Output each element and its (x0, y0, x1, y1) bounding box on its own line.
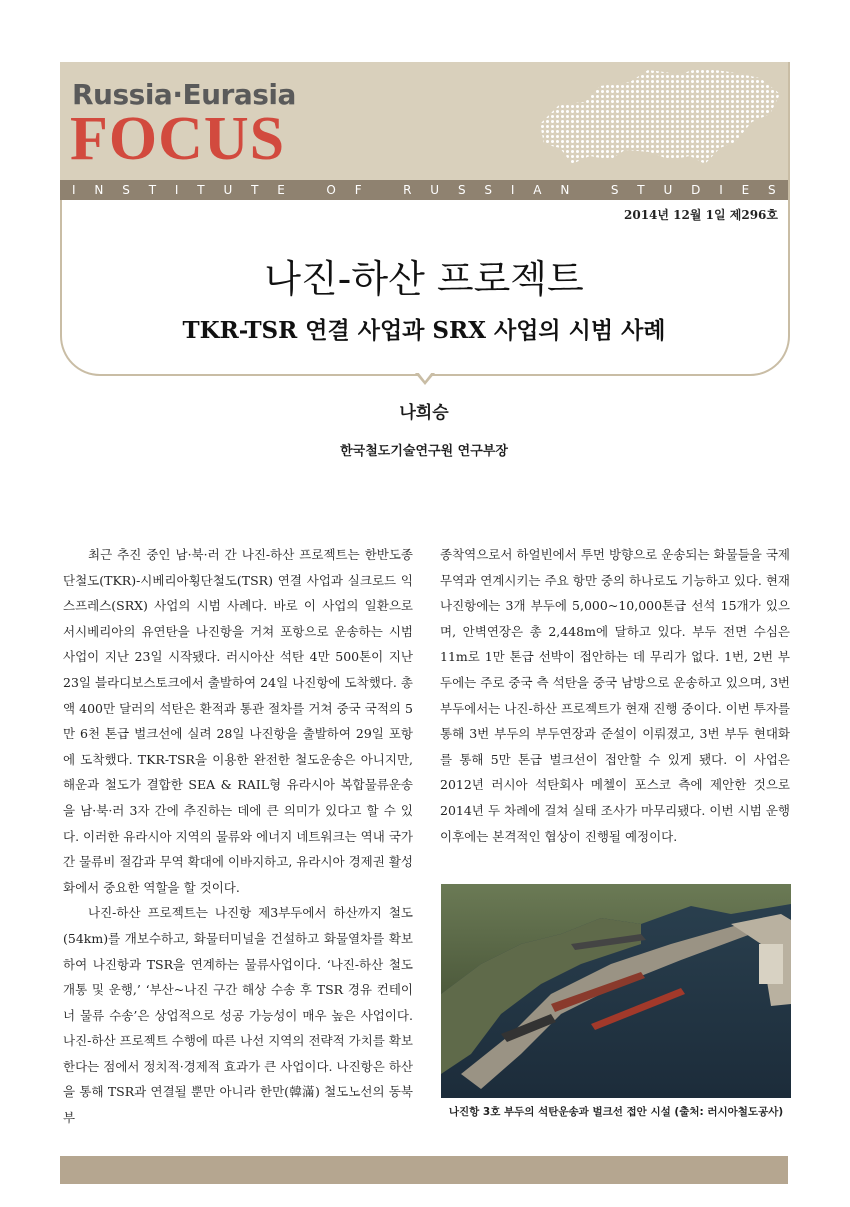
figure-caption: 나진항 3호 부두의 석탄운송과 벌크선 접안 시설 (출처: 러시아철도공사) (448, 1106, 784, 1118)
page-title: 나진-하산 프로젝트 (264, 257, 584, 301)
institute-letter: U (430, 183, 440, 197)
body-paragraph: 최근 추진 중인 남·북·러 간 나진-하산 프로젝트는 한반도종단철도(TKR)-시베리아횡단철도(TSR) 연결 사업과 실크로드 익스프레스(SRX) 사업의 시범 사례다. 바로 이 사업의 일환으로 서시베리아의 유연탄을 나진항을 거쳐 포항으로 운송하는 시범 사업이 지난 23일 시작됐다. 러시아산 석탄 4만 500톤이 지난 23일 블라디보스토크에서 출발하여 24일 나진항에 도착했다. 총액 400만 달러의 석탄은 환적과 통관 절차를 거쳐 중국 국적의 5만 6천 톤급 벌크선에 실려 28일 나진항을 출발하여 29일 포항에 도착했다. TKR-TSR을 이용한 완전한 철도운송은 아니지만, 해운과 철도가 결합한 SEA & RAIL형 유라시아 복합물류운송을 남·북·러 3자 간에 추진하는 데에 큰 의미가 있다고 할 수 있다. 이러한 유라시아 지역의 물류와 에너지 네트워크는 역내 국가 간 물류비 절감과 무역 확대에 이바지하고, 유라시아 경제권 활성화에서 중요한 역할을 할 것이다. (63, 547, 413, 895)
institute-letter: E (277, 183, 285, 197)
institute-letter: N (94, 183, 104, 197)
institute-letter: F (354, 183, 362, 197)
institute-letter: D (691, 183, 701, 197)
institute-letter: O (326, 183, 336, 197)
footer-bar (60, 1156, 788, 1184)
institute-letter: I (174, 183, 179, 197)
institute-letter: S (484, 183, 493, 197)
institute-letter: R (403, 183, 412, 197)
institute-letter: S (768, 183, 776, 197)
institute-letter: A (533, 183, 542, 197)
body-column-left (63, 542, 413, 1131)
institute-letter: U (223, 183, 233, 197)
body-paragraph: 종착역으로서 하얼빈에서 투먼 방향으로 운송되는 화물들을 국제무역과 연계시키는 주요 항만 중의 하나로도 기능하고 있다. 현재 나진항에는 3개 부두에 5,000~10,000톤급 선석 15개가 있으며, 안벽연장은 총 2,448m에 달하고 있다. 부두 전면 수심은 11m로 1만 톤급 선박이 접안하는 데 무리가 없다. 1번, 2번 부두에는 주로 중국 측 석탄을 중국 남방으로 운송하고 있으며, 3번 부두에서는 나진-하산 프로젝트가 현재 진행 중이다. 이번 투자를 통해 3번 부두의 부두연장과 준설이 이뤄졌고, 3번 부두 현대화를 통해 5만 톤급 벌크선이 접안할 수 있게 됐다. 이 사업은 2012년 러시아 석탄회사 메첼이 포스코 측에 제안한 것으로 2014년 두 차례에 걸쳐 실태 조사가 마무리됐다. 이번 시범 운행 이후에는 본격적인 협상이 진행될 예정이다. (440, 547, 790, 844)
author-name: 나희승 (399, 403, 449, 423)
author-affiliation: 한국철도기술연구원 연구부장 (340, 444, 508, 459)
institute-letter: S (122, 183, 130, 197)
institute-letter: T (251, 183, 259, 197)
body-column-right (440, 542, 790, 849)
institute-letter: I (72, 183, 76, 197)
institute-letter: I (719, 183, 723, 197)
speech-pointer-inner (418, 372, 432, 381)
logo-text-focus: FOCUS (70, 105, 286, 173)
institute-letter: I (510, 183, 515, 197)
institute-letter: N (560, 183, 570, 197)
issue-date: 2014년 12월 1일 제296호 (624, 208, 778, 222)
port-photo-image (441, 884, 791, 1098)
institute-letter: T (637, 183, 645, 197)
institute-bar (60, 180, 788, 200)
institute-letter: U (663, 183, 673, 197)
institute-letter: S (457, 183, 466, 197)
institute-letter: T (197, 183, 205, 197)
institute-letter (380, 183, 384, 197)
institute-letter (588, 183, 592, 197)
institute-letter: E (741, 183, 750, 197)
institute-letter: S (610, 183, 619, 197)
logo-text-russia-eurasia: Russia·Eurasia (72, 78, 296, 111)
institute-letter (304, 183, 308, 197)
page-subtitle: TKR-TSR 연결 사업과 SRX 사업의 시범 사례 (182, 317, 666, 344)
russia-map-graphic (530, 64, 786, 176)
institute-letter: T (148, 183, 157, 197)
body-paragraph: 나진-하산 프로젝트는 나진항 제3부두에서 하산까지 철도(54km)를 개보수하고, 화물터미널을 건설하고 화물열차를 확보하여 나진항과 TSR을 연계하는 물류사업이다. ‘나진-하산 철도 개통 및 운행,’ ‘부산~나진 구간 해상 수송 후 TSR 경유 컨테이너 물류 수송’은 상업적으로 성공 가능성이 매우 높은 사업이다. 나진-하산 프로젝트 수행에 따른 나선 지역의 전략적 가치를 확보한다는 점에서 정치적·경제적 효과가 큰 사업이다. 나진항은 하산을 통해 TSR과 연결될 뿐만 아니라 한만(韓滿) 철도노선의 동북부 (63, 905, 413, 1126)
